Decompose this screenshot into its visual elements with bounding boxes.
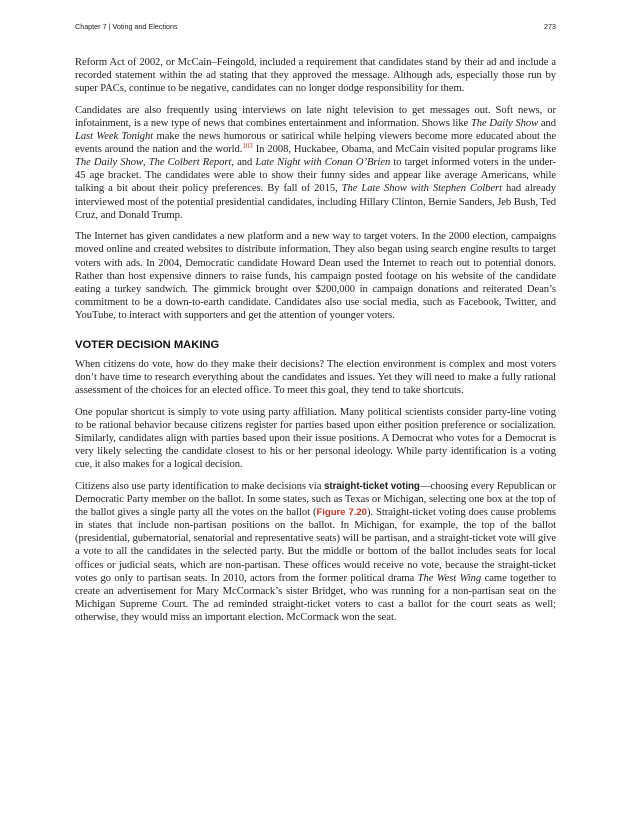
text-run: came together to create an advertisement for Mary McCormack’s sister Bridget, who was running for a non-partisan seat on the Michigan Supreme Court. The ad reminded straight-ticket voters to cast a ballot for the court seats as well; otherwise, they would miss an important election. McCormack won the seat.: [75, 572, 556, 623]
show-title: The West Wing: [417, 572, 482, 584]
text-run: ,: [143, 157, 149, 169]
paragraph-1: Reform Act of 2002, or McCain–Feingold, included a requirement that candidates stand by their ad and include a recorded statement within the ad stating that they approved the message. Although ads, especially those run by super PACs, continue to be negative, candidates can no longer dodge responsibility for them.: [75, 57, 556, 95]
section-title: Voting and Elections: [112, 22, 178, 31]
header-separator: |: [108, 22, 111, 31]
text-run: , and: [231, 157, 256, 169]
show-title: Last Week Tonight: [75, 131, 154, 143]
paragraph-6: [75, 480, 556, 624]
show-title: Late Night with Conan O’Brien: [255, 157, 391, 169]
text-run: make the news humorous or satirical while helping viewers become more educated about the events around the nation and the world.: [75, 131, 556, 156]
text-run: ). Straight-ticket voting does cause problems in states that include non-partisan positions on the ballot. In Michigan, for example, the top of the ballot (presidential, gubernatorial, senatorial and representative seats) will be partisan, and a straight-ticket vote will give a vote to all the candidates in the selected party. But the middle or bottom of the ballot includes seats for local offices or judicial seats, which are non-partisan. These offices would receive no vote, because the straight-ticket votes go only to partisan seats. In 2010, actors from the former political drama: [75, 507, 556, 584]
key-term: straight-ticket voting: [324, 481, 420, 492]
paragraph-3: The Internet has given candidates a new platform and a new way to target voters. In the 2000 election, campaigns moved online and created websites to distribute information. They also began using search engine results to target voters with ads. In 2004, Democratic candidate Howard Dean used the Internet to reach out to potential donors. Rather than host expensive dinners to raise funds, his campaign posted footage on his website of the candidate eating a turkey sandwich. The gimmick brought over $200,000 in campaign donations and reiterated Dean’s commitment to be a down-to-earth candidate. Candidates also use social media, such as Facebook, Twitter, and YouTube, to interact with supporters and get the attention of younger voters.: [75, 231, 556, 321]
text-run: Citizens also use party identification to make decisions via: [75, 481, 325, 492]
footnote-ref-103[interactable]: 103: [242, 142, 253, 151]
paragraph-4: When citizens do vote, how do they make their decisions? The election environment is complex and most voters don’t have time to research everything about the candidates and issues. Yet they will need to make a fully rational assessment of the choices for an elected office. To meet this goal, they tend to take shortcuts.: [75, 359, 556, 397]
section-heading: VOTER DECISION MAKING: [75, 338, 220, 351]
text-run: In 2008, Huckabee, Obama, and McCain visited popular programs like: [252, 144, 556, 156]
text-run: had already interviewed most of the potential presidential candidates, including Hillary Clinton, Bernie Sanders, Jeb Bush, Ted Cruz, and Donald Trump.: [75, 183, 556, 221]
show-title: The Daily Show: [470, 117, 539, 129]
text-run: Candidates are also frequently using interviews on late night television to get messages out. Soft news, or infotainment, is a new type of news that combines entertainment and information. Shows like: [75, 104, 556, 129]
text-run: and: [538, 117, 557, 129]
text-run: —choosing every Republican or Democratic Party member on the ballot. In some states, such as Texas or Michigan, selecting one box at the top of the ballot gives a single party all the votes on the ballot (: [75, 481, 556, 519]
figure-link[interactable]: Figure 7.20: [316, 507, 367, 519]
paragraph-2: [75, 104, 556, 222]
chapter-label: Chapter 7: [75, 22, 107, 31]
running-header: [75, 22, 556, 31]
show-title: The Late Show with Stephen Colbert: [341, 183, 503, 195]
paragraph-5: One popular shortcut is simply to vote using party affiliation. Many political scientists consider party-line voting to be rational behavior because citizens register for parties based upon either position preference or socialization. Similarly, candidates align with parties based upon their issue positions. A Democrat who votes for a Democrat is very likely selecting the candidate closest to his or her personal ideology. While party identification is a voting cue, it also makes for a logical decision.: [75, 406, 556, 471]
text-run: to target informed voters in the under-45 age bracket. The candidates were able to show their funny sides and appear like average Americans, while talking a bit about their policy preferences. By fall of 2015,: [75, 157, 556, 195]
header-left: [75, 22, 178, 31]
show-title: The Colbert Report: [148, 157, 232, 169]
page-number: 273: [544, 22, 556, 31]
body-text: [75, 56, 556, 633]
show-title: The Daily Show: [75, 157, 144, 169]
